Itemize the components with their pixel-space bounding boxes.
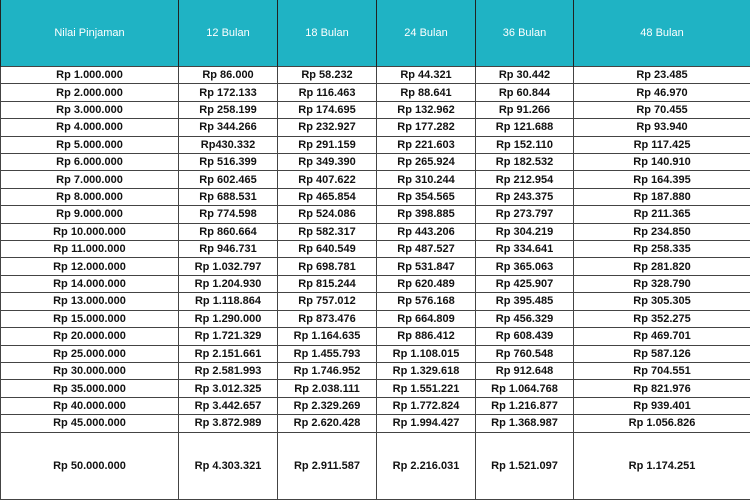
12-months-cell: Rp 946.731 <box>179 241 278 258</box>
36-months-cell: Rp 1.216.877 <box>476 397 574 414</box>
24-months-cell: Rp 177.282 <box>377 119 476 136</box>
12-months-cell: Rp 602.465 <box>179 171 278 188</box>
48-months-cell: Rp 140.910 <box>574 154 750 171</box>
24-months-cell: Rp 531.847 <box>377 258 476 275</box>
loan-amount-cell: Rp 9.000.000 <box>1 206 179 223</box>
table-row <box>1 101 750 118</box>
header-loan-amount: Nilai Pinjaman <box>1 0 179 67</box>
loan-amount-cell: Rp 4.000.000 <box>1 119 179 136</box>
table-row <box>1 136 750 153</box>
24-months-cell: Rp 44.321 <box>377 67 476 84</box>
loan-amount-cell: Rp 2.000.000 <box>1 84 179 101</box>
24-months-cell: Rp 398.885 <box>377 206 476 223</box>
header-48-months: 48 Bulan <box>574 0 750 67</box>
loan-amount-cell: Rp 7.000.000 <box>1 171 179 188</box>
24-months-cell: Rp 886.412 <box>377 328 476 345</box>
12-months-cell: Rp 688.531 <box>179 188 278 205</box>
12-months-cell: Rp 3.442.657 <box>179 397 278 414</box>
24-months-cell: Rp 1.108.015 <box>377 345 476 362</box>
loan-amount-cell: Rp 35.000.000 <box>1 380 179 397</box>
48-months-cell: Rp 1.174.251 <box>574 432 750 499</box>
48-months-cell: Rp 281.820 <box>574 258 750 275</box>
18-months-cell: Rp 1.746.952 <box>278 362 377 379</box>
18-months-cell: Rp 2.911.587 <box>278 432 377 499</box>
18-months-cell: Rp 465.854 <box>278 188 377 205</box>
36-months-cell: Rp 60.844 <box>476 84 574 101</box>
24-months-cell: Rp 310.244 <box>377 171 476 188</box>
48-months-cell: Rp 23.485 <box>574 67 750 84</box>
table-row <box>1 345 750 362</box>
header-24-months: 24 Bulan <box>377 0 476 67</box>
table-row <box>1 119 750 136</box>
12-months-cell: Rp 516.399 <box>179 154 278 171</box>
12-months-cell: Rp430.332 <box>179 136 278 153</box>
12-months-cell: Rp 3.872.989 <box>179 415 278 432</box>
18-months-cell: Rp 116.463 <box>278 84 377 101</box>
table-row <box>1 275 750 292</box>
48-months-cell: Rp 939.401 <box>574 397 750 414</box>
12-months-cell: Rp 774.598 <box>179 206 278 223</box>
table-row <box>1 206 750 223</box>
36-months-cell: Rp 365.063 <box>476 258 574 275</box>
18-months-cell: Rp 58.232 <box>278 67 377 84</box>
table-row <box>1 380 750 397</box>
24-months-cell: Rp 576.168 <box>377 293 476 310</box>
48-months-cell: Rp 305.305 <box>574 293 750 310</box>
48-months-cell: Rp 211.365 <box>574 206 750 223</box>
12-months-cell: Rp 1.204.930 <box>179 275 278 292</box>
table-row <box>1 328 750 345</box>
loan-amount-cell: Rp 14.000.000 <box>1 275 179 292</box>
24-months-cell: Rp 487.527 <box>377 241 476 258</box>
18-months-cell: Rp 1.455.793 <box>278 345 377 362</box>
48-months-cell: Rp 70.455 <box>574 101 750 118</box>
12-months-cell: Rp 1.290.000 <box>179 310 278 327</box>
36-months-cell: Rp 912.648 <box>476 362 574 379</box>
18-months-cell: Rp 349.390 <box>278 154 377 171</box>
48-months-cell: Rp 117.425 <box>574 136 750 153</box>
12-months-cell: Rp 344.266 <box>179 119 278 136</box>
48-months-cell: Rp 352.275 <box>574 310 750 327</box>
12-months-cell: Rp 3.012.325 <box>179 380 278 397</box>
12-months-cell: Rp 1.032.797 <box>179 258 278 275</box>
18-months-cell: Rp 640.549 <box>278 241 377 258</box>
loan-amount-cell: Rp 50.000.000 <box>1 432 179 499</box>
18-months-cell: Rp 815.244 <box>278 275 377 292</box>
12-months-cell: Rp 172.133 <box>179 84 278 101</box>
header-12-months: 12 Bulan <box>179 0 278 67</box>
18-months-cell: Rp 873.476 <box>278 310 377 327</box>
table-row <box>1 432 750 499</box>
loan-amount-cell: Rp 6.000.000 <box>1 154 179 171</box>
36-months-cell: Rp 152.110 <box>476 136 574 153</box>
18-months-cell: Rp 582.317 <box>278 223 377 240</box>
18-months-cell: Rp 174.695 <box>278 101 377 118</box>
36-months-cell: Rp 212.954 <box>476 171 574 188</box>
36-months-cell: Rp 395.485 <box>476 293 574 310</box>
36-months-cell: Rp 1.521.097 <box>476 432 574 499</box>
12-months-cell: Rp 2.581.993 <box>179 362 278 379</box>
12-months-cell: Rp 1.118.864 <box>179 293 278 310</box>
loan-amount-cell: Rp 30.000.000 <box>1 362 179 379</box>
24-months-cell: Rp 1.772.824 <box>377 397 476 414</box>
12-months-cell: Rp 86.000 <box>179 67 278 84</box>
18-months-cell: Rp 407.622 <box>278 171 377 188</box>
36-months-cell: Rp 304.219 <box>476 223 574 240</box>
24-months-cell: Rp 265.924 <box>377 154 476 171</box>
36-months-cell: Rp 456.329 <box>476 310 574 327</box>
table-row <box>1 241 750 258</box>
table-header <box>1 0 750 67</box>
table-row <box>1 67 750 84</box>
18-months-cell: Rp 232.927 <box>278 119 377 136</box>
48-months-cell: Rp 164.395 <box>574 171 750 188</box>
loan-amount-cell: Rp 8.000.000 <box>1 188 179 205</box>
36-months-cell: Rp 243.375 <box>476 188 574 205</box>
loan-amount-cell: Rp 15.000.000 <box>1 310 179 327</box>
loan-amount-cell: Rp 40.000.000 <box>1 397 179 414</box>
24-months-cell: Rp 221.603 <box>377 136 476 153</box>
loan-amount-cell: Rp 13.000.000 <box>1 293 179 310</box>
48-months-cell: Rp 328.790 <box>574 275 750 292</box>
table-row <box>1 154 750 171</box>
36-months-cell: Rp 30.442 <box>476 67 574 84</box>
18-months-cell: Rp 2.620.428 <box>278 415 377 432</box>
12-months-cell: Rp 1.721.329 <box>179 328 278 345</box>
table-row <box>1 362 750 379</box>
loan-amount-cell: Rp 10.000.000 <box>1 223 179 240</box>
18-months-cell: Rp 698.781 <box>278 258 377 275</box>
12-months-cell: Rp 860.664 <box>179 223 278 240</box>
24-months-cell: Rp 354.565 <box>377 188 476 205</box>
table-row <box>1 397 750 414</box>
48-months-cell: Rp 234.850 <box>574 223 750 240</box>
48-months-cell: Rp 1.056.826 <box>574 415 750 432</box>
24-months-cell: Rp 132.962 <box>377 101 476 118</box>
18-months-cell: Rp 2.038.111 <box>278 380 377 397</box>
48-months-cell: Rp 587.126 <box>574 345 750 362</box>
24-months-cell: Rp 443.206 <box>377 223 476 240</box>
table-body <box>1 67 750 500</box>
36-months-cell: Rp 121.688 <box>476 119 574 136</box>
table-row <box>1 171 750 188</box>
loan-amount-cell: Rp 20.000.000 <box>1 328 179 345</box>
24-months-cell: Rp 620.489 <box>377 275 476 292</box>
48-months-cell: Rp 821.976 <box>574 380 750 397</box>
18-months-cell: Rp 757.012 <box>278 293 377 310</box>
36-months-cell: Rp 273.797 <box>476 206 574 223</box>
36-months-cell: Rp 1.064.768 <box>476 380 574 397</box>
12-months-cell: Rp 4.303.321 <box>179 432 278 499</box>
36-months-cell: Rp 425.907 <box>476 275 574 292</box>
loan-amount-cell: Rp 25.000.000 <box>1 345 179 362</box>
18-months-cell: Rp 291.159 <box>278 136 377 153</box>
48-months-cell: Rp 93.940 <box>574 119 750 136</box>
24-months-cell: Rp 88.641 <box>377 84 476 101</box>
36-months-cell: Rp 608.439 <box>476 328 574 345</box>
table-row <box>1 84 750 101</box>
48-months-cell: Rp 258.335 <box>574 241 750 258</box>
48-months-cell: Rp 46.970 <box>574 84 750 101</box>
loan-amount-cell: Rp 5.000.000 <box>1 136 179 153</box>
12-months-cell: Rp 258.199 <box>179 101 278 118</box>
36-months-cell: Rp 334.641 <box>476 241 574 258</box>
table-row <box>1 258 750 275</box>
48-months-cell: Rp 704.551 <box>574 362 750 379</box>
table-row <box>1 188 750 205</box>
36-months-cell: Rp 1.368.987 <box>476 415 574 432</box>
header-36-months: 36 Bulan <box>476 0 574 67</box>
24-months-cell: Rp 1.551.221 <box>377 380 476 397</box>
loan-amount-cell: Rp 12.000.000 <box>1 258 179 275</box>
loan-amount-cell: Rp 45.000.000 <box>1 415 179 432</box>
24-months-cell: Rp 1.994.427 <box>377 415 476 432</box>
24-months-cell: Rp 664.809 <box>377 310 476 327</box>
36-months-cell: Rp 91.266 <box>476 101 574 118</box>
36-months-cell: Rp 760.548 <box>476 345 574 362</box>
48-months-cell: Rp 187.880 <box>574 188 750 205</box>
18-months-cell: Rp 524.086 <box>278 206 377 223</box>
loan-amount-cell: Rp 11.000.000 <box>1 241 179 258</box>
header-row <box>1 0 750 67</box>
table-row <box>1 310 750 327</box>
loan-amount-cell: Rp 1.000.000 <box>1 67 179 84</box>
24-months-cell: Rp 1.329.618 <box>377 362 476 379</box>
12-months-cell: Rp 2.151.661 <box>179 345 278 362</box>
table-row <box>1 223 750 240</box>
table-row <box>1 293 750 310</box>
loan-amount-cell: Rp 3.000.000 <box>1 101 179 118</box>
48-months-cell: Rp 469.701 <box>574 328 750 345</box>
table-row <box>1 415 750 432</box>
header-18-months: 18 Bulan <box>278 0 377 67</box>
18-months-cell: Rp 1.164.635 <box>278 328 377 345</box>
18-months-cell: Rp 2.329.269 <box>278 397 377 414</box>
36-months-cell: Rp 182.532 <box>476 154 574 171</box>
24-months-cell: Rp 2.216.031 <box>377 432 476 499</box>
